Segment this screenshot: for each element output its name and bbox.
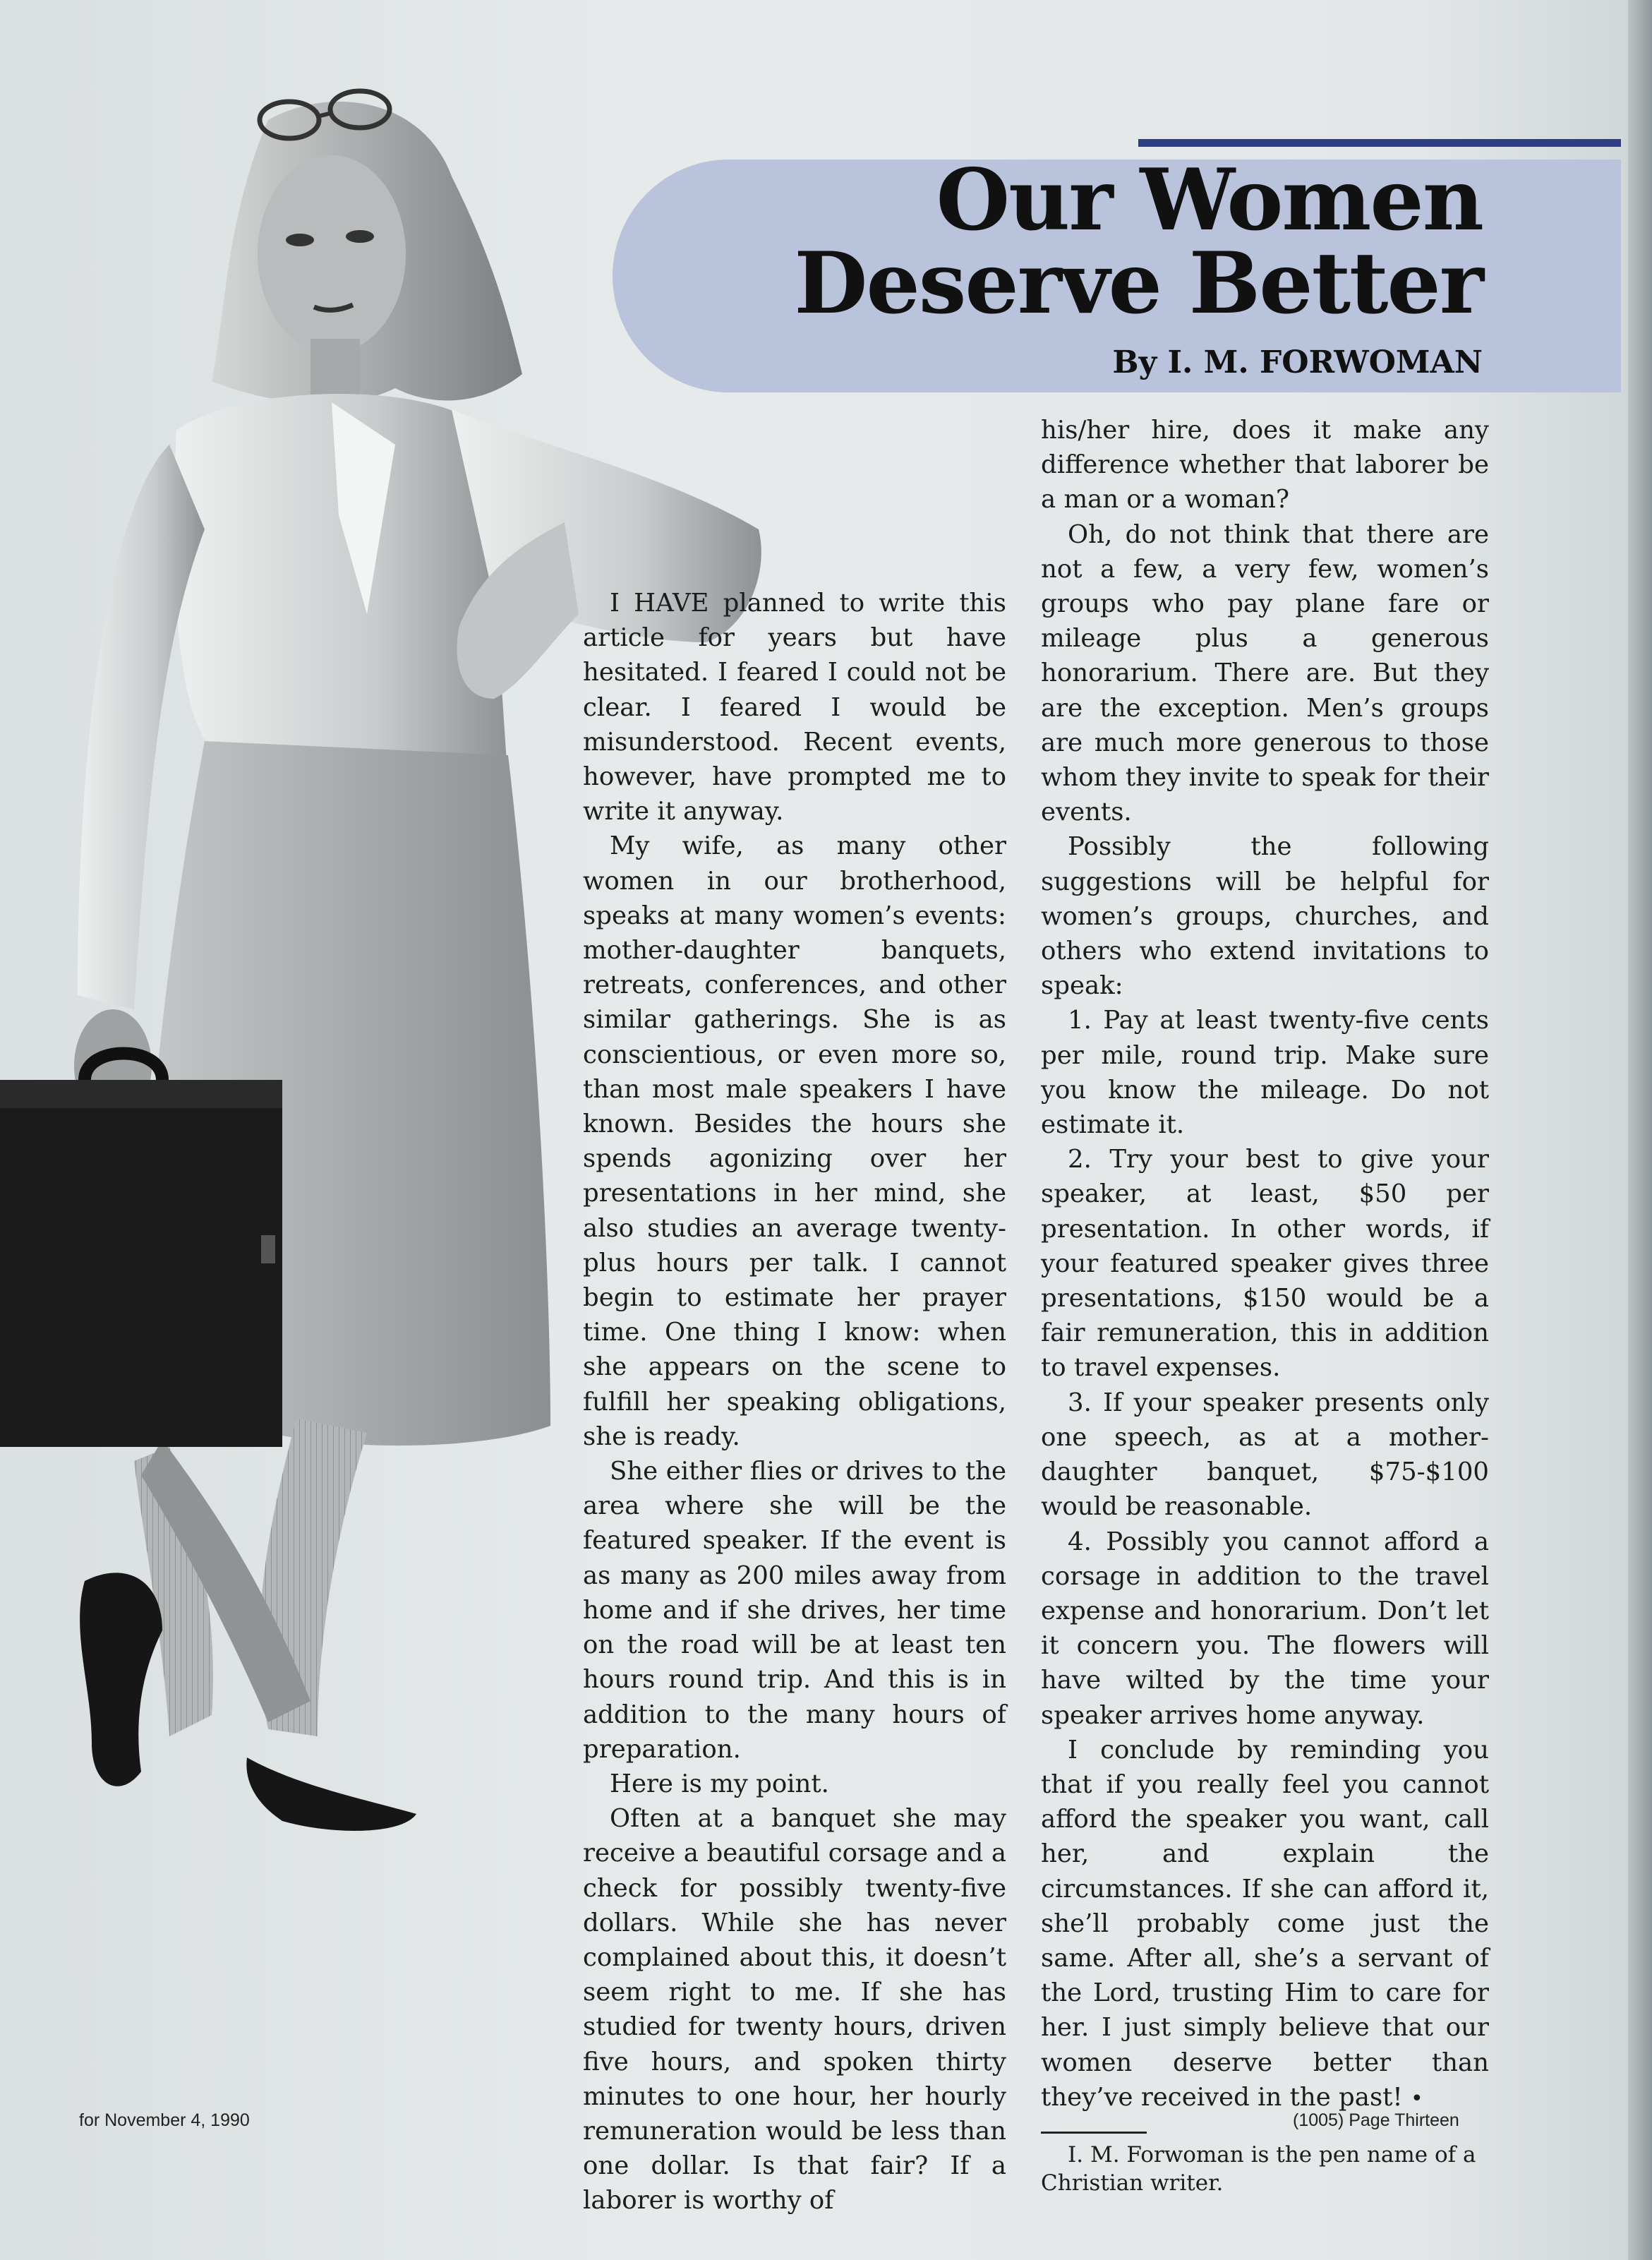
- paragraph-continuation: his/her hire, does it make any difference whether that laborer be a man or a woman?: [1041, 416, 1489, 515]
- article-title: [565, 150, 1483, 333]
- body-column-left: [583, 586, 1006, 2218]
- title-accent-rule: [1138, 139, 1621, 147]
- paragraph: My wife, as many other women in our brotherhood, speaks at many women’s events: mother-daughter banquets, retreats, conferences, and other similar gatherings. She is as conscientious, or even more so, than most male speakers I have known. Besides the hours she spends agonizing over her presentations in her mind, she also studies an average twenty-plus hours per talk. I cannot begin to estimate her prayer time. One thing I know: when she appears on the scene to fulfill her speaking obligations, she is ready.: [583, 831, 1006, 1451]
- list-item: 2. Try your best to give your speaker, at least, $50 per presentation. In other words, if your featured speaker gives three presentations, $150 would be a fair remuneration, this in addition to travel expenses.: [1041, 1145, 1489, 1383]
- byline: By I. M. FORWOMAN: [1112, 344, 1483, 380]
- body-column-right: [1041, 413, 1489, 2197]
- list-item: 1. Pay at least twenty-five cents per mile, round trip. Make sure you know the mileage. Do not estimate it.: [1041, 1006, 1489, 1140]
- list-item: 3. If your speaker presents only one speech, as at a mother-daughter banquet, $75-$100 would be reasonable.: [1041, 1388, 1489, 1522]
- paragraph: She either flies or drives to the area where she will be the featured speaker. If the event is as many as 200 miles away from home and if she drives, her time on the road will be at least ten hours round trip. And this is in addition to the many hours of preparation.: [583, 1457, 1006, 1764]
- footer-page-number: (1005) Page Thirteen: [1293, 2110, 1459, 2130]
- paragraph: [1041, 1733, 1489, 2116]
- title-line-1: Our Women: [936, 150, 1483, 250]
- paragraph: Oh, do not think that there are not a few, a very few, women’s groups who pay plane fare or mileage plus a generous honorarium. There are. But they are the exception. Men’s groups are much more generous to those whom they invite to speak for their events.: [1041, 519, 1489, 827]
- list-item: 4. Possibly you cannot afford a corsage in addition to the travel expense and honorarium. Don’t let it concern you. The flowers will have wilted by the time your speaker arrives home anyway.: [1041, 1527, 1489, 1730]
- paragraph: I HAVE planned to write this article for years but have hesitated. I feared I could not be clear. I feared I would be misunderstood. Recent events, however, have prompted me to write it anyway.: [583, 589, 1006, 827]
- title-line-2: Deserve Better: [794, 234, 1483, 333]
- author-footnote: I. M. Forwoman is the pen name of a Christian writer.: [1041, 2141, 1476, 2196]
- footer-date: for November 4, 1990: [79, 2110, 250, 2130]
- closing-text: I conclude by reminding you that if you really feel you cannot afford the speaker you want, call her, and explain the circumstances. If she can afford it, she’ll probably come just the same. After all, she’s a servant of the Lord, trusting Him to care for her. I just simply believe that our women deserve better than they’ve received in the past!: [1041, 1735, 1489, 2112]
- end-mark: •: [1410, 2086, 1423, 2111]
- page-edge: [1628, 0, 1652, 2260]
- footnote-rule: [1041, 2132, 1147, 2134]
- paragraph: Here is my point.: [610, 1769, 829, 1798]
- paragraph: Possibly the following suggestions will be helpful for women’s groups, churches, and others who extend invitations to speak:: [1041, 832, 1489, 1001]
- paragraph: Often at a banquet she may receive a beautiful corsage and a check for possibly twenty-five dollars. While she has never complained about this, it doesn’t seem right to me. If she has studied for twenty hours, driven five hours, and spoken thirty minutes to one hour, her hourly remuneration would be less than one dollar. Is that fair? If a laborer is worthy of: [583, 1804, 1006, 2216]
